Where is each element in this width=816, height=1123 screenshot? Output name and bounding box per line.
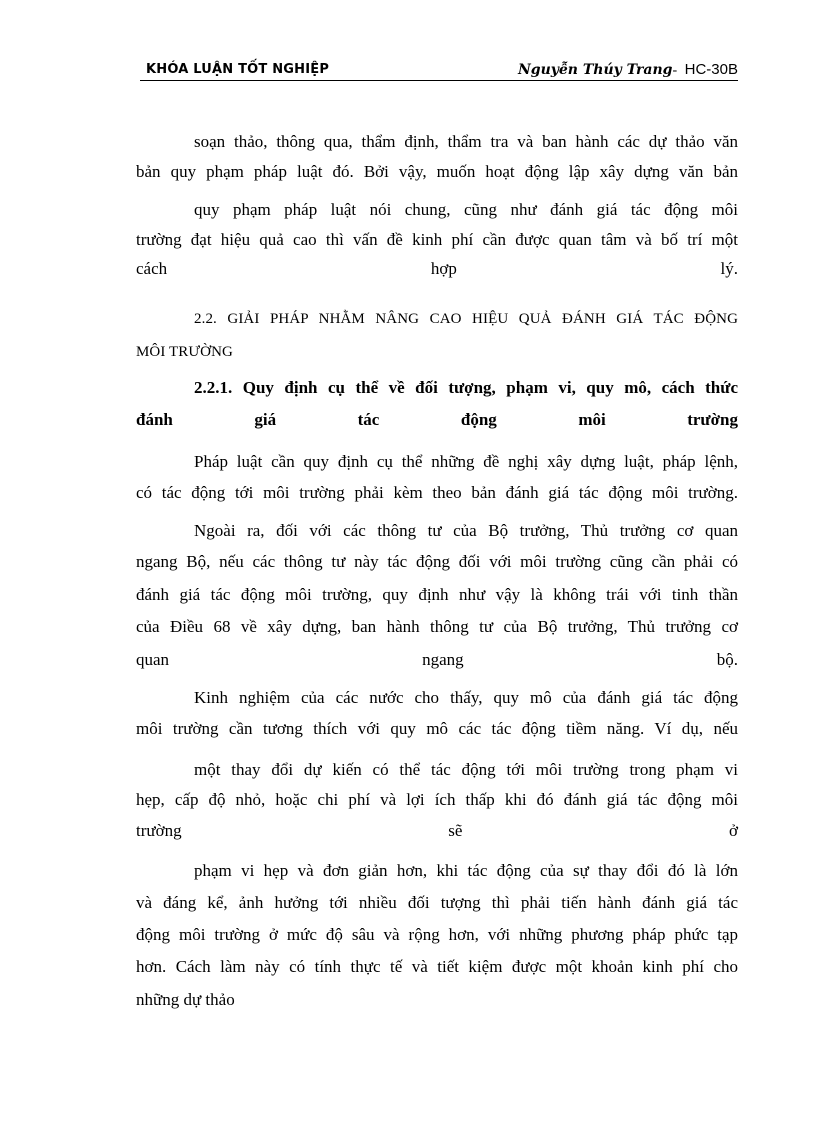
section-heading: 2.2. GIẢI PHÁP NHẰM NÂNG CAO HIỆU QUẢ ĐÁNH GIÁ TÁC ĐỘNG — [194, 311, 738, 327]
paragraph-line: soạn thảo, thông qua, thẩm định, thẩm tra và ban hành các dự thảo văn — [194, 132, 738, 151]
word: tác — [357, 410, 380, 429]
author-name: Nguyễn Thúy Trang — [518, 62, 673, 78]
paragraph-line: ngang Bộ, nếu các thông tư này tác động đối với môi trường cũng cần phải có — [136, 552, 738, 571]
spread-line — [136, 650, 738, 670]
spread-line — [136, 259, 738, 279]
paragraph-line: bản quy phạm pháp luật đó. Bởi vậy, muốn hoạt động lập xây dựng văn bản — [136, 162, 738, 181]
word: trường — [136, 821, 182, 840]
paragraph-line: và đáng kể, ảnh hưởng tới nhiều đối tượng thì phải tiến hành đánh giá tác — [136, 893, 738, 912]
paragraph-line: của Điều 68 về xây dựng, ban hành thông tư của Bộ trưởng, Thủ trưởng cơ — [136, 617, 738, 636]
word: bộ. — [716, 650, 738, 669]
word: ở — [728, 821, 738, 840]
paragraph-line: một thay đổi dự kiến có thể tác động tới môi trường trong phạm vi — [194, 760, 738, 779]
word: cách — [136, 259, 168, 278]
spread-line — [136, 821, 738, 841]
word: giá — [254, 410, 277, 429]
paragraph-line: môi trường cần tương thích với quy mô các tác động tiềm năng. Ví dụ, nếu — [136, 719, 738, 738]
word: môi — [578, 410, 606, 429]
subsection-heading: 2.2.1. Quy định cụ thể về đối tượng, phạm vi, quy mô, cách thức — [194, 378, 738, 397]
page-header — [140, 56, 738, 81]
paragraph-line: hơn. Cách làm này có tính thực tế và tiết kiệm được một khoản kinh phí cho — [136, 957, 738, 976]
word: hợp — [430, 259, 457, 278]
paragraph-line: phạm vi hẹp và đơn giản hơn, khi tác động của sự thay đổi đó là lớn — [194, 861, 738, 880]
section-heading-cont: MÔI TRƯỜNG — [136, 344, 233, 360]
paragraph-line: những dự thảo — [136, 990, 235, 1009]
word: đánh — [136, 410, 173, 429]
word: lý. — [720, 259, 738, 278]
paragraph-line: Ngoài ra, đối với các thông tư của Bộ trưởng, Thủ trưởng cơ quan — [194, 521, 738, 540]
word: trường — [687, 410, 738, 429]
paragraph-line: đánh giá tác động môi trường, quy định như vậy là không trái với tinh thần — [136, 585, 738, 604]
paragraph-line: có tác động tới môi trường phải kèm theo bản đánh giá tác động môi trường. — [136, 483, 738, 502]
word: quan — [136, 650, 170, 669]
header-dash: - — [672, 63, 678, 78]
author-info — [518, 61, 738, 79]
subsection-heading-cont — [136, 410, 738, 430]
word: động — [460, 410, 497, 429]
class-code: HC-30B — [684, 61, 738, 78]
paragraph-line: Pháp luật cần quy định cụ thể những đề nghị xây dựng luật, pháp lệnh, — [194, 452, 738, 471]
paragraph-line: động môi trường ở mức độ sâu và rộng hơn, với những phương pháp phức tạp — [136, 925, 738, 944]
paragraph-line: hẹp, cấp độ nhỏ, hoặc chi phí và lợi ích thấp khi đó đánh giá tác động môi — [136, 790, 738, 809]
paragraph-line: trường đạt hiệu quả cao thì vấn đề kinh phí cần được quan tâm và bố trí một — [136, 230, 738, 249]
word: sẽ — [448, 821, 463, 840]
thesis-label: KHÓA LUẬN TỐT NGHIỆP — [146, 62, 330, 77]
paragraph-line: quy phạm pháp luật nói chung, cũng như đánh giá tác động môi — [194, 200, 738, 219]
paragraph-line: Kinh nghiệm của các nước cho thấy, quy mô của đánh giá tác động — [194, 688, 738, 707]
word: ngang — [422, 650, 464, 669]
